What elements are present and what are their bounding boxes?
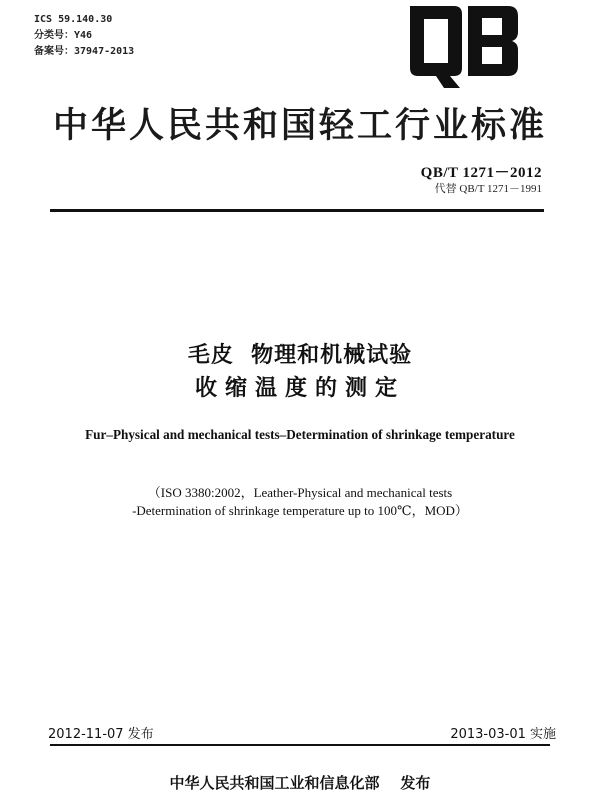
implementation-date: 2013-03-01 实施 xyxy=(450,727,556,742)
category-code: 分类号：Y46 xyxy=(34,30,93,41)
ics-code: ICS 59.140.30 xyxy=(34,14,113,25)
document-title-line2: 收缩温度的测定 xyxy=(194,376,405,401)
standard-category-title: 中华人民共和国轻工行业标准 xyxy=(52,106,547,146)
english-title: Fur–Physical and mechanical tests–Determination of shrinkage temperature xyxy=(85,427,515,442)
footer-divider xyxy=(50,744,550,746)
adoption-note-line1: （ISO 3380:2002，Leather-Physical and mechanical tests xyxy=(147,485,453,500)
document-title-line1: 毛皮 物理和机械试验 xyxy=(187,343,413,368)
standard-number: QB/T 1271－2012 xyxy=(420,165,542,181)
issuing-authority: 中华人民共和国工业和信息化部 发布 xyxy=(169,774,431,792)
issue-date: 2012-11-07 发布 xyxy=(48,727,154,742)
replaces-standard: 代替 QB/T 1271－1991 xyxy=(434,183,542,195)
filing-number: 备案号：37947-2013 xyxy=(34,46,135,57)
header-meta xyxy=(34,12,134,60)
adoption-note-line2: -Determination of shrinkage temperature up to 100℃，MOD） xyxy=(132,503,468,518)
qb-logo xyxy=(404,2,522,90)
header-divider xyxy=(50,209,544,212)
